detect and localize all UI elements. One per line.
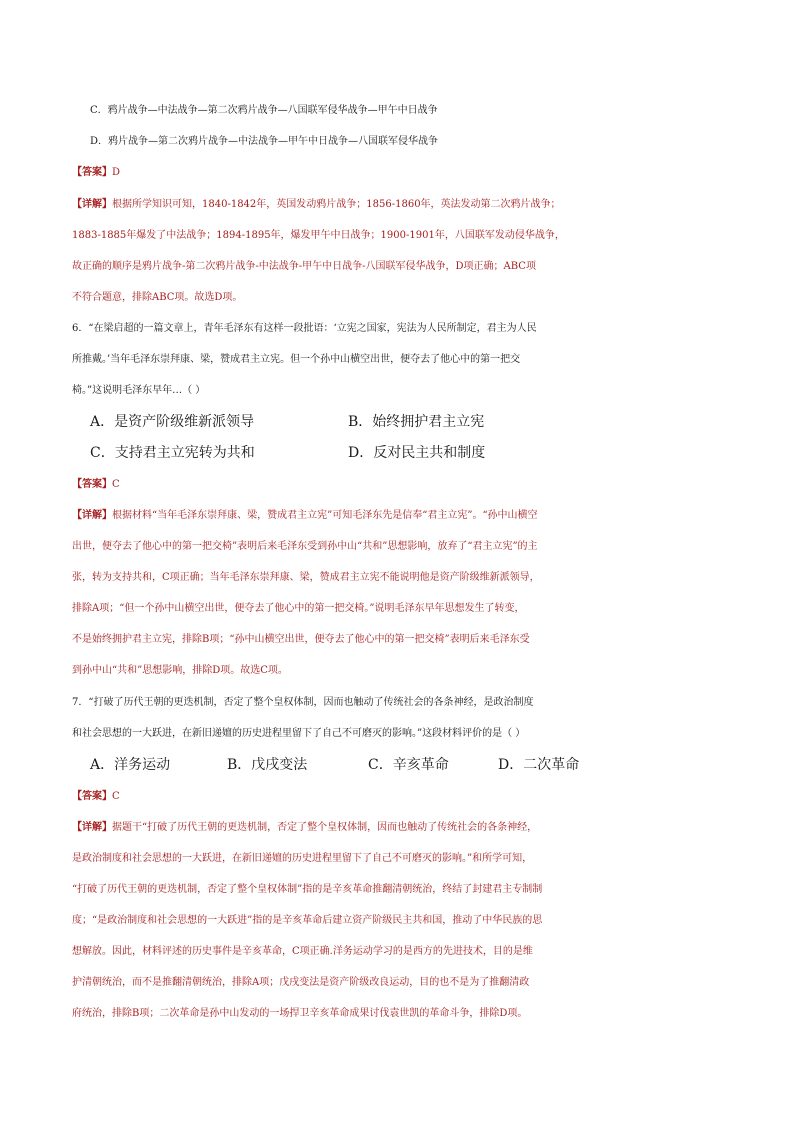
q7-option-c: C．辛亥革命 [368, 757, 449, 773]
q6-stem-line-3: 椅。”这说明毛泽东早年…（ ） [72, 385, 206, 396]
q7-detail-line-1: 【详解】据题干“打破了历代王朝的更迭机制，否定了整个皇权体制，因而也触动了传统社会的各条神经， [72, 822, 538, 833]
q6-option-b: B．始终拥护君主立宪 [348, 414, 485, 430]
q7-detail-line-4: 度；“是政治制度和社会思想的一大跃进”指的是辛亥革命后建立资产阶级民主共和国，推动了中华民族的思 [72, 915, 543, 926]
q7-stem-line-2: 和社会思想的一大跃进，在新旧递嬗的历史进程里留下了自己不可磨灭的影响。”这段材料评价的是（ ） [72, 728, 526, 739]
q5-detail-line-1: 【详解】根据所学知识可知，1840-1842年，英国发动鸦片战争；1856-1860年，英法发动第二次鸦片战争； [72, 199, 561, 210]
q6-detail-line-2: 出世，便夺去了他心中的第一把交椅”表明后来毛泽东受到孙中山“共和”思想影响，放弃了“君主立宪”的主 [72, 541, 538, 552]
q5-answer-value: D [112, 167, 121, 178]
q6-option-c: C．支持君主立宪转为共和 [90, 445, 255, 461]
q6-detail-line-5: 不是始终拥护君主立宪，排除B项；“孙中山横空出世，便夺去了他心中的第一把交椅”表明后来毛泽东受 [72, 634, 530, 645]
answer-tag: 【答案】 [72, 167, 112, 178]
q6-detail-line-3: 张，转为支持共和，C项正确；当年毛泽东崇拜康、梁，赞成君主立宪不能说明他是资产阶级维新派领导， [72, 572, 540, 583]
detail-tag: 【详解】 [72, 199, 112, 210]
q5-detail-line-2: 1883-1885年爆发了中法战争；1894-1895年，爆发甲午中日战争；1900-1901年，八国联军发动侵华战争， [72, 230, 565, 241]
q6-answer-value: C [112, 479, 120, 490]
option-d-prev: D．鸦片战争—第二次鸦片战争—中法战争—甲午中日战争—八国联军侵华战争 [90, 136, 439, 147]
q6-detail-line-4: 排除A项；“但一个孙中山横空出世，便夺去了他心中的第一把交椅。”说明毛泽东早年思想发生了转变， [72, 603, 525, 614]
q7-option-b: B．戊戌变法 [227, 757, 308, 773]
q5-detail-line-4: 不符合题意，排除ABC项。故选D项。 [72, 292, 243, 303]
q6-stem-line-1: 6．“在梁启超的一篇文章上，青年毛泽东有这样一段批语：‘立宪之国家，宪法为人民所制定，君主为人民 [72, 323, 537, 334]
option-c-prev: C．鸦片战争—中法战争—第二次鸦片战争—八国联军侵华战争—甲午中日战争 [90, 105, 438, 116]
q5-answer [72, 163, 724, 183]
q7-answer-value: C [112, 791, 120, 802]
q7-option-d: D．二次革命 [498, 757, 580, 773]
q6-option-d: D．反对民主共和制度 [348, 445, 486, 461]
q6-detail-line-1: 【详解】根据材料“当年毛泽东崇拜康、梁，赞成君主立宪”可知毛泽东先是信奉“君主立宪”。“孙中山横空 [72, 510, 538, 521]
q6-stem-line-2: 所推戴。’当年毛泽东崇拜康、梁，赞成君主立宪。但一个孙中山横空出世，便夺去了他心中的第一把交 [72, 354, 521, 365]
q6-detail-line-6: 到孙中山“共和”思想影响，排除D项。故选C项。 [72, 665, 288, 676]
q7-detail-line-7: 府统治，排除B项；二次革命是孙中山发动的一场捍卫辛亥革命成果讨伐袁世凯的革命斗争，排除D项。 [72, 1008, 528, 1019]
q7-detail-line-6: 护清朝统治，而不是推翻清朝统治，排除A项；戊戌变法是资产阶级改良运动，目的也不是为了推翻清政 [72, 977, 530, 988]
q7-detail-line-2: 是政治制度和社会思想的一大跃进，在新旧递嬗的历史进程里留下了自己不可磨灭的影响。”和所学可知， [72, 853, 533, 864]
q7-detail-line-5: 想解放。因此，材料评述的历史事件是辛亥革命，C项正确.洋务运动学习的是西方的先进技术，目的是维 [72, 946, 533, 957]
q6-answer: 【答案】C [72, 479, 120, 490]
q6-option-a: A．是资产阶级维新派领导 [90, 414, 255, 430]
q5-detail-line-3: 故正确的顺序是鸦片战争-第二次鸦片战争-中法战争-甲午中日战争-八国联军侵华战争，D项正确；ABC项 [72, 261, 536, 272]
q7-answer: 【答案】C [72, 791, 120, 802]
q7-stem-line-1: 7．“打破了历代王朝的更迭机制，否定了整个皇权体制，因而也触动了传统社会的各条神经，是政治制度 [72, 697, 534, 708]
q7-option-a: A．洋务运动 [90, 757, 171, 773]
q7-detail-line-3: “打破了历代王朝的更迭机制，否定了整个皇权体制”指的是辛亥革命推翻清朝统治，终结了封建君主专制制 [72, 884, 543, 895]
